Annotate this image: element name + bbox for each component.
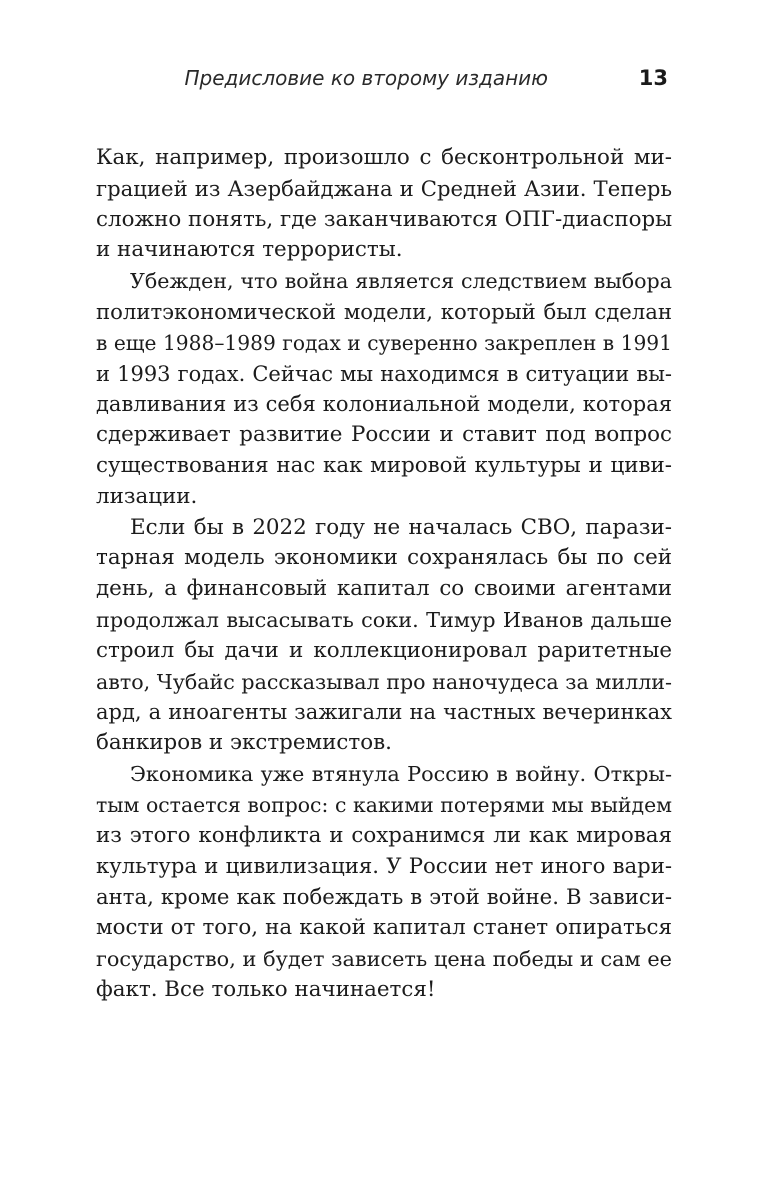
text-line: строил бы дачи и коллекционировал раритетные xyxy=(96,637,672,663)
text-line: Как, например, произошло с бесконтрольной ми- xyxy=(96,145,672,170)
text-line: тым остается вопрос: с какими потерями мы выйдем xyxy=(96,792,672,817)
text-line: сложно понять, где заканчиваются ОПГ-диаспоры xyxy=(96,206,673,232)
body-text xyxy=(96,143,672,1005)
text-line: из этого конфликта и сохранимся ли как мировая xyxy=(96,822,672,848)
text-line: ард, а иноагенты зажигали на частных вечеринках xyxy=(96,700,672,725)
paragraph-4 xyxy=(96,759,672,1005)
text-line: существования нас как мировой культуры и циви- xyxy=(96,452,672,478)
text-line: и начинаются террористы. xyxy=(96,237,403,263)
text-line: Если бы в 2022 году не началась СВО, парази- xyxy=(130,514,672,540)
text-line: давливания из себя колониальной модели, которая xyxy=(96,392,672,417)
page-number: 13 xyxy=(638,66,668,90)
text-line: день, а финансовый капитал со своими агентами xyxy=(96,576,672,602)
text-line: культура и цивилизация. У России нет иного вари- xyxy=(96,853,672,879)
paragraph-1 xyxy=(96,143,672,266)
text-line: банкиров и экстремистов. xyxy=(96,730,392,756)
text-line: лизации. xyxy=(96,483,198,509)
text-line: политэкономической модели, который был сделан xyxy=(96,298,672,324)
paragraph-2 xyxy=(96,266,672,512)
text-line: продолжал высасывать соки. Тимур Иванов дальше xyxy=(96,607,672,632)
text-line: Убежден, что война является следствием выбора xyxy=(130,269,672,294)
running-title: Предисловие ко второму изданию xyxy=(184,66,548,90)
paragraph-3 xyxy=(96,513,672,759)
text-line: в еще 1988–1989 годах и суверенно закреплен в 1991 xyxy=(96,330,672,355)
text-line: тарная модель экономики сохранялась бы по сей xyxy=(96,545,672,571)
text-line: Экономика уже втянула Россию в войну. Откры- xyxy=(130,761,672,786)
running-header xyxy=(96,62,672,94)
text-line: государство, и будет зависеть цена победы и сам ее xyxy=(96,946,672,971)
text-line: анта, кроме как побеждать в этой войне. В зависи- xyxy=(96,884,672,910)
text-line: факт. Все только начинается! xyxy=(96,976,436,1002)
text-line: грацией из Азербайджана и Средней Азии. Теперь xyxy=(96,175,672,201)
text-line: мости от того, на какой капитал станет опираться xyxy=(96,914,672,940)
text-line: и 1993 годах. Сейчас мы находимся в ситуации вы- xyxy=(96,361,672,386)
text-line: авто, Чубайс рассказывал про наночудеса за милли- xyxy=(96,669,672,694)
text-line: сдерживает развитие России и ставит под вопрос xyxy=(96,422,672,448)
